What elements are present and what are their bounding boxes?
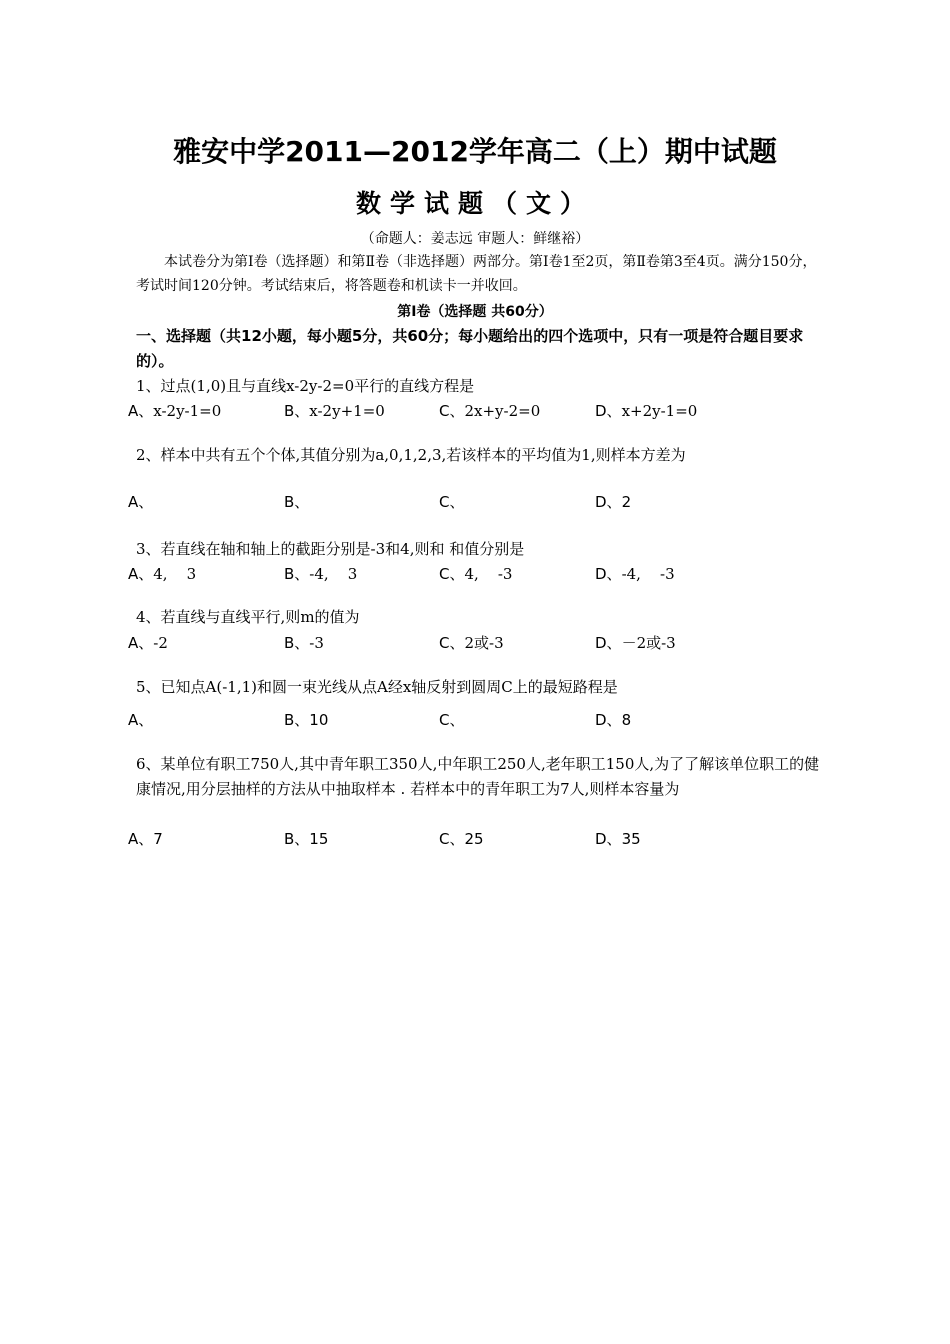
- option-c: C、: [439, 493, 465, 511]
- question-2-options: [128, 491, 828, 515]
- option-b: B、-3: [284, 634, 324, 652]
- option-a: A、x-2y-1=0: [128, 402, 222, 420]
- question-1: 1、过点(1,0)且与直线x-2y-2=0平行的直线方程是: [136, 377, 475, 395]
- authors-line: （命题人：姜志远 审题人：鲜继裕）: [360, 231, 590, 247]
- option-b: B、10: [284, 711, 329, 729]
- option-d: D、2: [595, 493, 632, 511]
- question-6-options: [128, 828, 828, 852]
- option-c: C、25: [439, 830, 484, 848]
- option-a: A、: [128, 493, 154, 511]
- option-a: A、-2: [128, 634, 168, 652]
- exam-title: 雅安中学2011—2012学年高二（上）期中试题: [173, 135, 777, 168]
- option-a: A、7: [128, 830, 163, 848]
- question-1-options: [128, 400, 828, 424]
- question-5-options: [128, 709, 828, 733]
- question-4-options: [128, 632, 828, 656]
- question-3-options: [128, 563, 828, 587]
- section-title: 第Ⅰ卷（选择题 共60分）: [397, 304, 553, 320]
- option-d: D、x+2y-1=0: [595, 402, 698, 420]
- question-5: 5、已知点A(-1,1)和圆一束光线从点A经x轴反射到圆周C上的最短路程是: [136, 678, 618, 696]
- part-heading: 一、选择题（共12小题，每小题5分，共60分；每小题给出的四个选项中，只有一项是符合题目要求的）。: [136, 327, 804, 370]
- option-d: D、－2或-3: [595, 634, 676, 652]
- exam-instructions: 本试卷分为第Ⅰ卷（选择题）和第Ⅱ卷（非选择题）两部分。第Ⅰ卷1至2页，第Ⅱ卷第3至4页。满分150分，考试时间120分钟。考试结束后，将答题卷和机读卡一并收回。: [136, 254, 817, 294]
- option-c: C、: [439, 711, 465, 729]
- question-3: 3、若直线在轴和轴上的截距分别是-3和4,则和 和值分别是: [136, 540, 525, 558]
- option-b: B、15: [284, 830, 329, 848]
- option-a: A、: [128, 711, 154, 729]
- option-a: A、4, 3: [128, 565, 197, 583]
- option-d: D、-4, -3: [595, 565, 675, 583]
- exam-subtitle: 数学试题（文）: [355, 189, 594, 218]
- option-c: C、4, -3: [439, 565, 513, 583]
- question-4: 4、若直线与直线平行,则m的值为: [136, 608, 360, 626]
- question-2: 2、样本中共有五个个体,其值分别为a,0,1,2,3,若该样本的平均值为1,则样本方差为: [136, 446, 686, 464]
- option-b: B、: [284, 493, 310, 511]
- option-c: C、2x+y-2=0: [439, 402, 541, 420]
- option-d: D、35: [595, 830, 641, 848]
- option-b: B、-4, 3: [284, 565, 358, 583]
- option-c: C、2或-3: [439, 634, 504, 652]
- question-6: 6、某单位有职工750人,其中青年职工350人,中年职工250人,老年职工150人,为了了解该单位职工的健康情况,用分层抽样的方法从中抽取样本 . 若样本中的青年职工为7人,则样本容量为: [136, 755, 820, 798]
- option-d: D、8: [595, 711, 632, 729]
- option-b: B、x-2y+1=0: [284, 402, 385, 420]
